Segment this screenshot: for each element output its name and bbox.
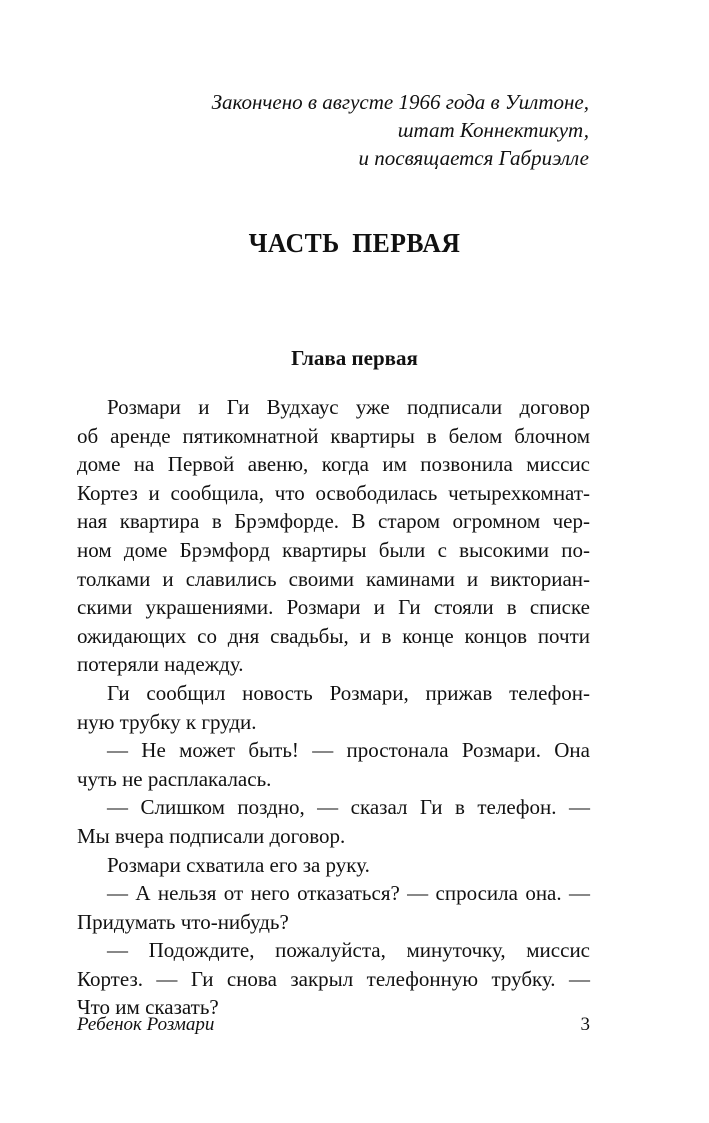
text-line: ную трубку к груди. — [77, 709, 257, 734]
text-line: потеряли надежду. — [77, 652, 244, 677]
epigraph-line: штат Коннектикут, — [397, 118, 589, 142]
text-line: об аренде пятикомнатной квартиры в белом блочном — [77, 423, 590, 448]
text-line: Что им сказать? — [77, 995, 219, 1020]
text-line: толками и славились своими каминами и викториан- — [77, 566, 590, 591]
epigraph-line: и посвящается Габриэлле — [358, 146, 589, 170]
page-footer — [77, 1014, 590, 1036]
text-line: Кортез. — Ги снова закрыл телефонную трубку. — — [77, 966, 590, 991]
epigraph-line: Закончено в августе 1966 года в Уилтоне, — [211, 90, 589, 114]
epigraph — [212, 88, 589, 172]
text-line: ная квартира в Брэмфорде. В старом огромном чер- — [77, 509, 590, 534]
text-line: скими украшениями. Розмари и Ги стояли в списке — [77, 595, 590, 620]
text-line: Кортез и сообщила, что освободилась четырехкомнат- — [77, 480, 590, 505]
text-line: чуть не расплакалась. — [77, 766, 272, 791]
text-line: — Не может быть! — простонала Розмари. Она — [107, 738, 590, 763]
text-line: Ги сообщил новость Розмари, прижав телефон- — [107, 680, 590, 705]
text-line: Розмари и Ги Вудхаус уже подписали договор — [107, 395, 590, 419]
text-line: Мы вчера подписали договор. — [77, 823, 346, 848]
text-line: доме на Первой авеню, когда им позвонила миссис — [77, 452, 590, 477]
text-line: — Слишком поздно, — сказал Ги в телефон. — — [107, 795, 590, 820]
text-line: — Подождите, пожалуйста, минуточку, миссис — [107, 938, 590, 963]
text-line: Розмари схватила его за руку. — [107, 852, 370, 877]
text-line: ном доме Брэмфорд квартиры были с высокими по- — [77, 537, 590, 562]
body-text — [77, 393, 590, 1022]
page-number: 3 — [580, 1014, 590, 1035]
part-title: ЧАСТЬ ПЕРВАЯ — [248, 228, 461, 258]
chapter-title: Глава первая — [291, 346, 418, 370]
text-line: — А нельзя от него отказаться? — спросила она. — — [107, 881, 590, 906]
running-title: Ребенок Розмари — [77, 1014, 215, 1035]
text-line: ожидающих со дня свадьбы, и в конце концов почти — [77, 623, 590, 648]
text-line: Придумать что-нибудь? — [77, 909, 289, 934]
